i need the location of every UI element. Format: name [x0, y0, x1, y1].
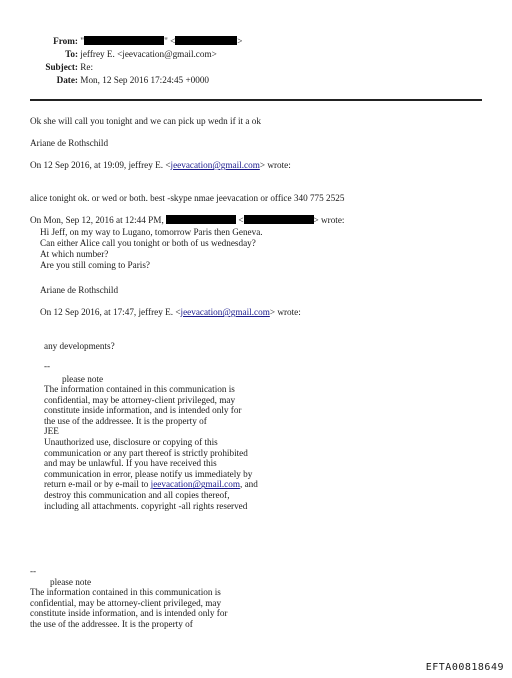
quote-attribution — [30, 160, 291, 171]
redacted-block — [175, 36, 237, 45]
disclaimer-line: constitute inside information, and is intended only for — [30, 608, 228, 619]
from-label: From: — [53, 36, 78, 46]
subject-value: Re: — [80, 62, 94, 72]
to-value: jeffrey E. <jeevacation@gmail.com> — [80, 49, 217, 59]
from-quote-open: " — [80, 36, 85, 46]
redacted-block — [84, 36, 164, 45]
header-from-row — [40, 36, 242, 47]
signature: Ariane de Rothschild — [40, 285, 119, 295]
quote-attribution-text: > wrote: — [313, 215, 345, 225]
disclaimer-block — [30, 587, 228, 629]
quote-attribution — [30, 215, 344, 226]
header-divider — [30, 99, 482, 101]
redacted-block — [244, 215, 314, 224]
message-line: Can either Alice call you tonight or both of us wednesday? — [40, 238, 256, 248]
quote-attribution — [40, 307, 301, 318]
signature-dashes: -- — [44, 361, 51, 371]
disclaimer-line: destroy this communication and all copies thereof, — [44, 489, 230, 500]
disclaimer-text: return e-mail or by e-mail to — [44, 479, 151, 490]
disclaimer-line: Unauthorized use, disclosure or copying of this — [44, 436, 218, 447]
signature: Ariane de Rothschild — [30, 138, 109, 148]
header-date-row — [40, 75, 209, 86]
message-line: Are you still coming to Paris? — [40, 260, 150, 270]
disclaimer-line: constitute inside information, and is intended only for — [44, 405, 242, 416]
quote-attribution-text: < — [238, 215, 244, 225]
quoted-message: alice tonight ok. or wed or both. best -skype nmae jeevacation or office 340 775 2525 — [30, 193, 345, 203]
from-close: > — [237, 36, 243, 46]
quote-attribution-text: On 12 Sep 2016, at 19:09, jeffrey E. < — [30, 160, 171, 170]
signature-dashes: -- — [30, 566, 37, 576]
disclaimer-line: including all attachments. copyright -all rights reserved — [44, 500, 248, 511]
disclaimer-line — [44, 479, 258, 490]
disclaimer-line: confidential, may be attorney-client privileged, may — [44, 394, 236, 405]
disclaimer-line: the use of the addressee. It is the property of — [44, 415, 207, 426]
quoted-message-block — [40, 227, 263, 271]
disclaimer-line: the use of the addressee. It is the property of — [30, 618, 193, 629]
quote-attribution-text: On Mon, Sep 12, 2016 at 12:44 PM, — [30, 215, 164, 225]
document-id: EFTA00818649 — [425, 662, 504, 673]
disclaimer-line: The information contained in this communication is — [44, 384, 235, 394]
email-link[interactable]: jeevacation@gmail.com — [180, 307, 270, 317]
disclaimer-line: communication in error, please notify us immediately by — [44, 468, 253, 479]
disclaimer-text: , and — [239, 479, 258, 490]
reply-line: Ok she will call you tonight and we can pick up wedn if it a ok — [30, 116, 261, 126]
from-quote-mid: " < — [164, 36, 176, 46]
email-link[interactable]: jeevacation@gmail.com — [150, 479, 240, 490]
header-to-row — [40, 49, 217, 60]
please-note: please note — [50, 577, 92, 587]
email-link[interactable]: jeevacation@gmail.com — [170, 160, 260, 170]
date-label: Date: — [56, 75, 78, 85]
disclaimer-block — [44, 384, 258, 511]
quote-attribution-text: > wrote: — [259, 160, 291, 170]
subject-label: Subject: — [45, 62, 78, 72]
disclaimer-line: JEE — [44, 426, 59, 437]
please-note: please note — [62, 374, 104, 384]
header-subject-row — [40, 62, 93, 73]
date-value: Mon, 12 Sep 2016 17:24:45 +0000 — [80, 75, 210, 85]
quote-attribution-text: > wrote: — [269, 307, 301, 317]
to-label: To: — [65, 49, 78, 59]
disclaimer-line: communication or any part thereof is strictly prohibited — [44, 447, 248, 458]
disclaimer-line: and may be unlawful. If you have received this — [44, 458, 217, 469]
quoted-message: any developments? — [44, 341, 115, 351]
message-line: Hi Jeff, on my way to Lugano, tomorrow Paris then Geneva. — [40, 227, 263, 237]
quote-attribution-text: On 12 Sep 2016, at 17:47, jeffrey E. < — [40, 307, 181, 317]
redacted-block — [166, 215, 236, 224]
disclaimer-line: The information contained in this communication is — [30, 587, 221, 597]
message-line: At which number? — [40, 249, 109, 259]
disclaimer-line: confidential, may be attorney-client privileged, may — [30, 597, 222, 608]
